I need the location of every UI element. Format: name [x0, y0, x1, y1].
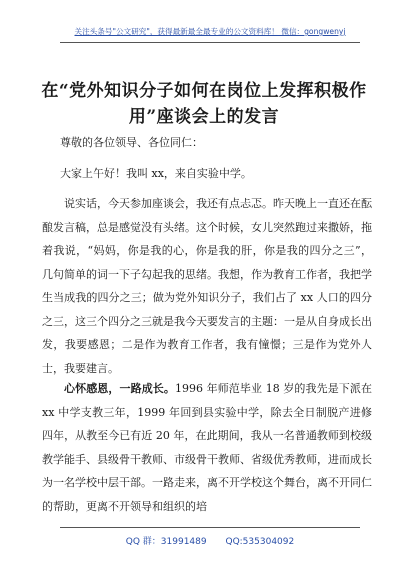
document-title: 在“党外知识分子如何在岗位上发挥积极作用”座谈会上的发言: [41, 81, 367, 127]
greeting: 大家上午好！我叫 xx，来自实验中学。: [60, 167, 252, 180]
footer: [60, 534, 360, 547]
salutation: 尊敬的各位领导、各位同仁：: [60, 136, 203, 149]
paragraph-1: 说实话，今天参加座谈会，我还有点忐忑。昨天晚上一直还在酝酿发言稿，总是感觉没有头绪。这个时候，女儿突然跑过来撒娇，拖着我说，“妈妈，你是我的心，你是我的肝，你是我的四分之三”，几句简单的词一下子勾起我的思绪。我想，作为教育工作者，我把学生当成我的四分之三；做为党外知识分子，我们占了 xx 人口的四分之三，这三个四分之三就是我今天要发言的主题：一是从自身成长出发，我要感恩；二是作为教育工作者，我有憧憬；三是作为党外人士，我要建言。: [42, 197, 372, 375]
paragraph-2-lead: 心怀感恩，一路成长。: [64, 382, 176, 395]
paragraph-2: [42, 377, 372, 518]
footer-qq-group: QQ 群：31991489: [125, 537, 207, 547]
footer-rule: [60, 527, 360, 528]
header-banner-link[interactable]: 关注头条号"公文研究"，获得最新最全最专业的公文资料库！ 微信：gongwenyj: [74, 27, 346, 36]
paragraph-2-body: 1996 年师范毕业 18 岁的我先是下派在 xx 中学支教三年，1999 年回到县实验中学，除去全日制脱产进修四年，从教至今已有近 20 年，在此期间，我从一名普通教师到校级教学能手、县级骨干教师、市级骨干教师、省级优秀教师，进而成长为一名学校中层干部。一路走来，离不开学校这个舞台，离不开同仁的帮助，更离不开领导和组织的培: [42, 382, 373, 513]
header-rule: [60, 14, 360, 43]
footer-qq: QQ:535304092: [225, 537, 295, 547]
